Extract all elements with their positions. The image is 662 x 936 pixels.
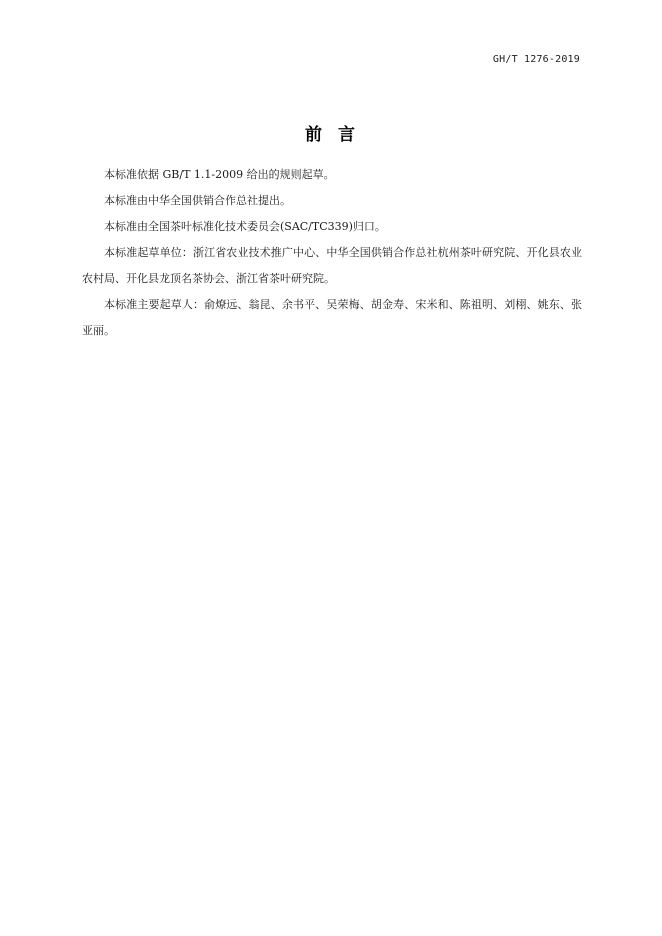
standard-code: GH/T 1276-2019 xyxy=(492,54,580,65)
paragraph-drafting-units: 本标准起草单位：浙江省农业技术推广中心、中华全国供销合作总社杭州茶叶研究院、开化县农业农村局、开化县龙顶名茶协会、浙江省茶叶研究院。 xyxy=(82,246,582,285)
paragraph-committee: 本标准由全国茶叶标准化技术委员会(SAC/TC339)归口。 xyxy=(104,220,386,233)
paragraph-drafters: 本标准主要起草人：俞燎远、翁昆、余书平、吴荣梅、胡金寿、宋米和、陈祖明、刘栩、姚东、张亚丽。 xyxy=(82,298,582,337)
foreword-body xyxy=(82,162,582,344)
paragraph-proposer: 本标准由中华全国供销合作总社提出。 xyxy=(104,194,291,207)
paragraph-drafting-rules: 本标准依据 GB/T 1.1-2009 给出的规则起草。 xyxy=(104,168,335,181)
page-title xyxy=(0,120,662,145)
title-char-1: 前 xyxy=(305,125,324,145)
title-char-2: 言 xyxy=(338,125,357,145)
